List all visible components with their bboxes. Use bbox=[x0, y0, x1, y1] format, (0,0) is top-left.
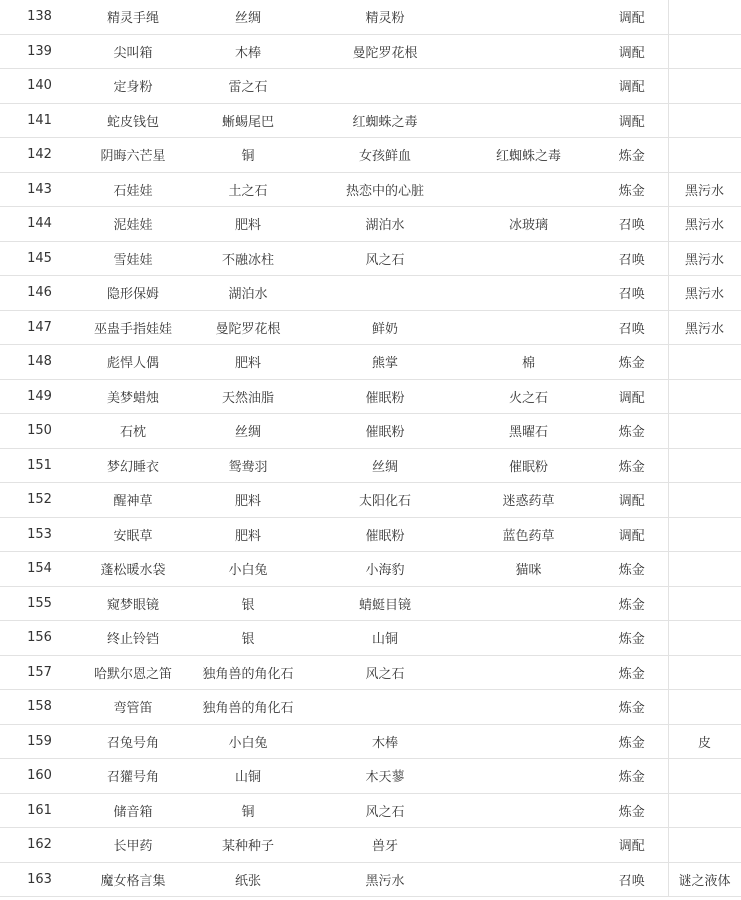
item-id-cell: 159 bbox=[0, 724, 79, 759]
craft-method-cell: 炼金 bbox=[596, 724, 668, 759]
ingredient-2-cell: 熊掌 bbox=[309, 345, 461, 380]
item-name-cell: 储音箱 bbox=[79, 793, 187, 828]
ingredient-2-cell: 兽牙 bbox=[309, 828, 461, 863]
ingredient-3-cell bbox=[461, 241, 596, 276]
ingredient-2-cell: 精灵粉 bbox=[309, 0, 461, 34]
ingredient-1-cell: 小白兔 bbox=[187, 552, 309, 587]
item-name-cell: 醒神草 bbox=[79, 483, 187, 518]
table-row bbox=[0, 414, 741, 449]
extra-ingredient-cell bbox=[668, 828, 741, 863]
ingredient-3-cell bbox=[461, 69, 596, 104]
table-row bbox=[0, 241, 741, 276]
table-row bbox=[0, 0, 741, 34]
ingredient-1-cell: 雷之石 bbox=[187, 69, 309, 104]
craft-method-cell: 炼金 bbox=[596, 690, 668, 725]
ingredient-3-cell: 火之石 bbox=[461, 379, 596, 414]
ingredient-2-cell: 蜻蜓目镜 bbox=[309, 586, 461, 621]
extra-ingredient-cell: 黑污水 bbox=[668, 172, 741, 207]
ingredient-2-cell: 丝绸 bbox=[309, 448, 461, 483]
craft-method-cell: 召唤 bbox=[596, 862, 668, 897]
extra-ingredient-cell bbox=[668, 621, 741, 656]
extra-ingredient-cell bbox=[668, 414, 741, 449]
item-id-cell: 160 bbox=[0, 759, 79, 794]
table-row bbox=[0, 862, 741, 897]
extra-ingredient-cell bbox=[668, 69, 741, 104]
ingredient-3-cell bbox=[461, 655, 596, 690]
ingredient-1-cell: 独角兽的角化石 bbox=[187, 655, 309, 690]
ingredient-1-cell: 某种种子 bbox=[187, 828, 309, 863]
extra-ingredient-cell bbox=[668, 448, 741, 483]
extra-ingredient-cell bbox=[668, 552, 741, 587]
table-row bbox=[0, 34, 741, 69]
item-name-cell: 尖叫箱 bbox=[79, 34, 187, 69]
ingredient-1-cell: 肥料 bbox=[187, 517, 309, 552]
craft-method-cell: 炼金 bbox=[596, 759, 668, 794]
item-id-cell: 153 bbox=[0, 517, 79, 552]
table-row bbox=[0, 586, 741, 621]
item-id-cell: 150 bbox=[0, 414, 79, 449]
table-row bbox=[0, 345, 741, 380]
item-name-cell: 梦幻睡衣 bbox=[79, 448, 187, 483]
ingredient-2-cell: 山铜 bbox=[309, 621, 461, 656]
item-id-cell: 152 bbox=[0, 483, 79, 518]
ingredient-2-cell: 催眠粉 bbox=[309, 414, 461, 449]
extra-ingredient-cell bbox=[668, 345, 741, 380]
ingredient-3-cell bbox=[461, 310, 596, 345]
craft-method-cell: 调配 bbox=[596, 0, 668, 34]
ingredient-1-cell: 土之石 bbox=[187, 172, 309, 207]
item-id-cell: 162 bbox=[0, 828, 79, 863]
extra-ingredient-cell bbox=[668, 483, 741, 518]
item-name-cell: 蛇皮钱包 bbox=[79, 103, 187, 138]
ingredient-2-cell: 催眠粉 bbox=[309, 379, 461, 414]
table-row bbox=[0, 103, 741, 138]
craft-method-cell: 炼金 bbox=[596, 793, 668, 828]
table-row bbox=[0, 621, 741, 656]
ingredient-3-cell bbox=[461, 34, 596, 69]
ingredient-1-cell: 铜 bbox=[187, 138, 309, 173]
item-id-cell: 143 bbox=[0, 172, 79, 207]
ingredient-3-cell: 催眠粉 bbox=[461, 448, 596, 483]
ingredient-2-cell: 鲜奶 bbox=[309, 310, 461, 345]
ingredient-2-cell: 黑污水 bbox=[309, 862, 461, 897]
item-name-cell: 魔女格言集 bbox=[79, 862, 187, 897]
table-row bbox=[0, 828, 741, 863]
craft-method-cell: 召唤 bbox=[596, 241, 668, 276]
item-id-cell: 158 bbox=[0, 690, 79, 725]
item-id-cell: 142 bbox=[0, 138, 79, 173]
craft-method-cell: 调配 bbox=[596, 517, 668, 552]
ingredient-1-cell: 湖泊水 bbox=[187, 276, 309, 311]
craft-method-cell: 炼金 bbox=[596, 621, 668, 656]
craft-method-cell: 召唤 bbox=[596, 207, 668, 242]
craft-method-cell: 炼金 bbox=[596, 448, 668, 483]
item-name-cell: 阴晦六芒星 bbox=[79, 138, 187, 173]
ingredient-3-cell bbox=[461, 103, 596, 138]
ingredient-1-cell: 天然油脂 bbox=[187, 379, 309, 414]
ingredient-2-cell: 风之石 bbox=[309, 655, 461, 690]
ingredient-3-cell bbox=[461, 276, 596, 311]
ingredient-1-cell: 银 bbox=[187, 621, 309, 656]
extra-ingredient-cell: 黑污水 bbox=[668, 310, 741, 345]
item-id-cell: 141 bbox=[0, 103, 79, 138]
ingredient-3-cell: 蓝色药草 bbox=[461, 517, 596, 552]
craft-method-cell: 调配 bbox=[596, 103, 668, 138]
ingredient-2-cell: 风之石 bbox=[309, 241, 461, 276]
table-row bbox=[0, 517, 741, 552]
ingredient-3-cell bbox=[461, 724, 596, 759]
craft-method-cell: 炼金 bbox=[596, 138, 668, 173]
extra-ingredient-cell bbox=[668, 138, 741, 173]
ingredient-1-cell: 山铜 bbox=[187, 759, 309, 794]
item-id-cell: 163 bbox=[0, 862, 79, 897]
ingredient-3-cell bbox=[461, 621, 596, 656]
item-id-cell: 145 bbox=[0, 241, 79, 276]
extra-ingredient-cell bbox=[668, 379, 741, 414]
ingredient-3-cell: 棉 bbox=[461, 345, 596, 380]
ingredient-1-cell: 不融冰柱 bbox=[187, 241, 309, 276]
ingredient-2-cell bbox=[309, 276, 461, 311]
extra-ingredient-cell bbox=[668, 586, 741, 621]
table-row bbox=[0, 483, 741, 518]
item-name-cell: 定身粉 bbox=[79, 69, 187, 104]
item-id-cell: 157 bbox=[0, 655, 79, 690]
extra-ingredient-cell bbox=[668, 759, 741, 794]
ingredient-2-cell: 红蜘蛛之毒 bbox=[309, 103, 461, 138]
extra-ingredient-cell bbox=[668, 793, 741, 828]
item-name-cell: 雪娃娃 bbox=[79, 241, 187, 276]
craft-method-cell: 炼金 bbox=[596, 586, 668, 621]
extra-ingredient-cell bbox=[668, 0, 741, 34]
craft-method-cell: 调配 bbox=[596, 483, 668, 518]
ingredient-1-cell: 纸张 bbox=[187, 862, 309, 897]
item-name-cell: 召獾号角 bbox=[79, 759, 187, 794]
ingredient-1-cell: 蜥蜴尾巴 bbox=[187, 103, 309, 138]
ingredient-1-cell: 小白兔 bbox=[187, 724, 309, 759]
table-row bbox=[0, 379, 741, 414]
item-id-cell: 151 bbox=[0, 448, 79, 483]
item-id-cell: 155 bbox=[0, 586, 79, 621]
ingredient-1-cell: 肥料 bbox=[187, 483, 309, 518]
ingredient-2-cell: 曼陀罗花根 bbox=[309, 34, 461, 69]
ingredient-3-cell bbox=[461, 172, 596, 207]
item-name-cell: 巫蛊手指娃娃 bbox=[79, 310, 187, 345]
table-row bbox=[0, 310, 741, 345]
ingredient-2-cell: 风之石 bbox=[309, 793, 461, 828]
ingredient-1-cell: 鸳鸯羽 bbox=[187, 448, 309, 483]
extra-ingredient-cell: 黑污水 bbox=[668, 207, 741, 242]
craft-method-cell: 调配 bbox=[596, 69, 668, 104]
extra-ingredient-cell: 谜之液体 bbox=[668, 862, 741, 897]
item-id-cell: 139 bbox=[0, 34, 79, 69]
ingredient-3-cell bbox=[461, 828, 596, 863]
ingredient-1-cell: 曼陀罗花根 bbox=[187, 310, 309, 345]
table-row bbox=[0, 552, 741, 587]
item-id-cell: 148 bbox=[0, 345, 79, 380]
item-name-cell: 安眠草 bbox=[79, 517, 187, 552]
ingredient-2-cell: 木天蓼 bbox=[309, 759, 461, 794]
item-name-cell: 召兔号角 bbox=[79, 724, 187, 759]
item-id-cell: 140 bbox=[0, 69, 79, 104]
ingredient-3-cell: 红蜘蛛之毒 bbox=[461, 138, 596, 173]
table-row bbox=[0, 655, 741, 690]
ingredient-3-cell bbox=[461, 690, 596, 725]
item-id-cell: 144 bbox=[0, 207, 79, 242]
item-id-cell: 161 bbox=[0, 793, 79, 828]
item-name-cell: 精灵手绳 bbox=[79, 0, 187, 34]
item-id-cell: 138 bbox=[0, 0, 79, 34]
table-row bbox=[0, 276, 741, 311]
table-row bbox=[0, 690, 741, 725]
item-name-cell: 终止铃铛 bbox=[79, 621, 187, 656]
item-id-cell: 154 bbox=[0, 552, 79, 587]
ingredient-1-cell: 木棒 bbox=[187, 34, 309, 69]
craft-method-cell: 炼金 bbox=[596, 345, 668, 380]
ingredient-1-cell: 丝绸 bbox=[187, 0, 309, 34]
craft-method-cell: 调配 bbox=[596, 34, 668, 69]
ingredient-2-cell: 太阳化石 bbox=[309, 483, 461, 518]
item-name-cell: 哈默尔恩之笛 bbox=[79, 655, 187, 690]
ingredient-1-cell: 肥料 bbox=[187, 207, 309, 242]
ingredient-1-cell: 肥料 bbox=[187, 345, 309, 380]
ingredient-1-cell: 铜 bbox=[187, 793, 309, 828]
table-row bbox=[0, 448, 741, 483]
ingredient-3-cell: 冰玻璃 bbox=[461, 207, 596, 242]
extra-ingredient-cell bbox=[668, 34, 741, 69]
ingredient-2-cell bbox=[309, 690, 461, 725]
item-name-cell: 石娃娃 bbox=[79, 172, 187, 207]
extra-ingredient-cell: 皮 bbox=[668, 724, 741, 759]
ingredient-3-cell: 迷惑药草 bbox=[461, 483, 596, 518]
item-name-cell: 弯管笛 bbox=[79, 690, 187, 725]
item-id-cell: 156 bbox=[0, 621, 79, 656]
ingredient-3-cell bbox=[461, 586, 596, 621]
item-name-cell: 泥娃娃 bbox=[79, 207, 187, 242]
item-id-cell: 147 bbox=[0, 310, 79, 345]
item-name-cell: 美梦蜡烛 bbox=[79, 379, 187, 414]
extra-ingredient-cell bbox=[668, 103, 741, 138]
craft-method-cell: 调配 bbox=[596, 828, 668, 863]
ingredient-3-cell bbox=[461, 793, 596, 828]
item-name-cell: 石枕 bbox=[79, 414, 187, 449]
extra-ingredient-cell: 黑污水 bbox=[668, 241, 741, 276]
table-row bbox=[0, 793, 741, 828]
craft-method-cell: 炼金 bbox=[596, 552, 668, 587]
table-row bbox=[0, 138, 741, 173]
ingredient-3-cell bbox=[461, 759, 596, 794]
ingredient-1-cell: 独角兽的角化石 bbox=[187, 690, 309, 725]
table-row bbox=[0, 724, 741, 759]
table-row bbox=[0, 207, 741, 242]
ingredient-2-cell bbox=[309, 69, 461, 104]
ingredient-1-cell: 丝绸 bbox=[187, 414, 309, 449]
extra-ingredient-cell bbox=[668, 517, 741, 552]
ingredient-2-cell: 催眠粉 bbox=[309, 517, 461, 552]
ingredient-3-cell bbox=[461, 862, 596, 897]
ingredient-3-cell: 猫咪 bbox=[461, 552, 596, 587]
ingredient-2-cell: 女孩鲜血 bbox=[309, 138, 461, 173]
item-id-cell: 149 bbox=[0, 379, 79, 414]
craft-method-cell: 炼金 bbox=[596, 655, 668, 690]
item-name-cell: 蓬松暖水袋 bbox=[79, 552, 187, 587]
craft-method-cell: 召唤 bbox=[596, 276, 668, 311]
craft-method-cell: 炼金 bbox=[596, 414, 668, 449]
craft-method-cell: 调配 bbox=[596, 379, 668, 414]
extra-ingredient-cell bbox=[668, 690, 741, 725]
item-name-cell: 窥梦眼镜 bbox=[79, 586, 187, 621]
ingredient-2-cell: 湖泊水 bbox=[309, 207, 461, 242]
ingredient-1-cell: 银 bbox=[187, 586, 309, 621]
craft-method-cell: 炼金 bbox=[596, 172, 668, 207]
item-name-cell: 长甲药 bbox=[79, 828, 187, 863]
ingredient-3-cell bbox=[461, 0, 596, 34]
item-id-cell: 146 bbox=[0, 276, 79, 311]
table-row bbox=[0, 759, 741, 794]
ingredient-2-cell: 小海豹 bbox=[309, 552, 461, 587]
extra-ingredient-cell: 黑污水 bbox=[668, 276, 741, 311]
ingredient-3-cell: 黑曜石 bbox=[461, 414, 596, 449]
table-row bbox=[0, 172, 741, 207]
item-name-cell: 彪悍人偶 bbox=[79, 345, 187, 380]
ingredient-2-cell: 热恋中的心脏 bbox=[309, 172, 461, 207]
item-name-cell: 隐形保姆 bbox=[79, 276, 187, 311]
extra-ingredient-cell bbox=[668, 655, 741, 690]
ingredient-2-cell: 木棒 bbox=[309, 724, 461, 759]
craft-method-cell: 召唤 bbox=[596, 310, 668, 345]
table-row bbox=[0, 69, 741, 104]
